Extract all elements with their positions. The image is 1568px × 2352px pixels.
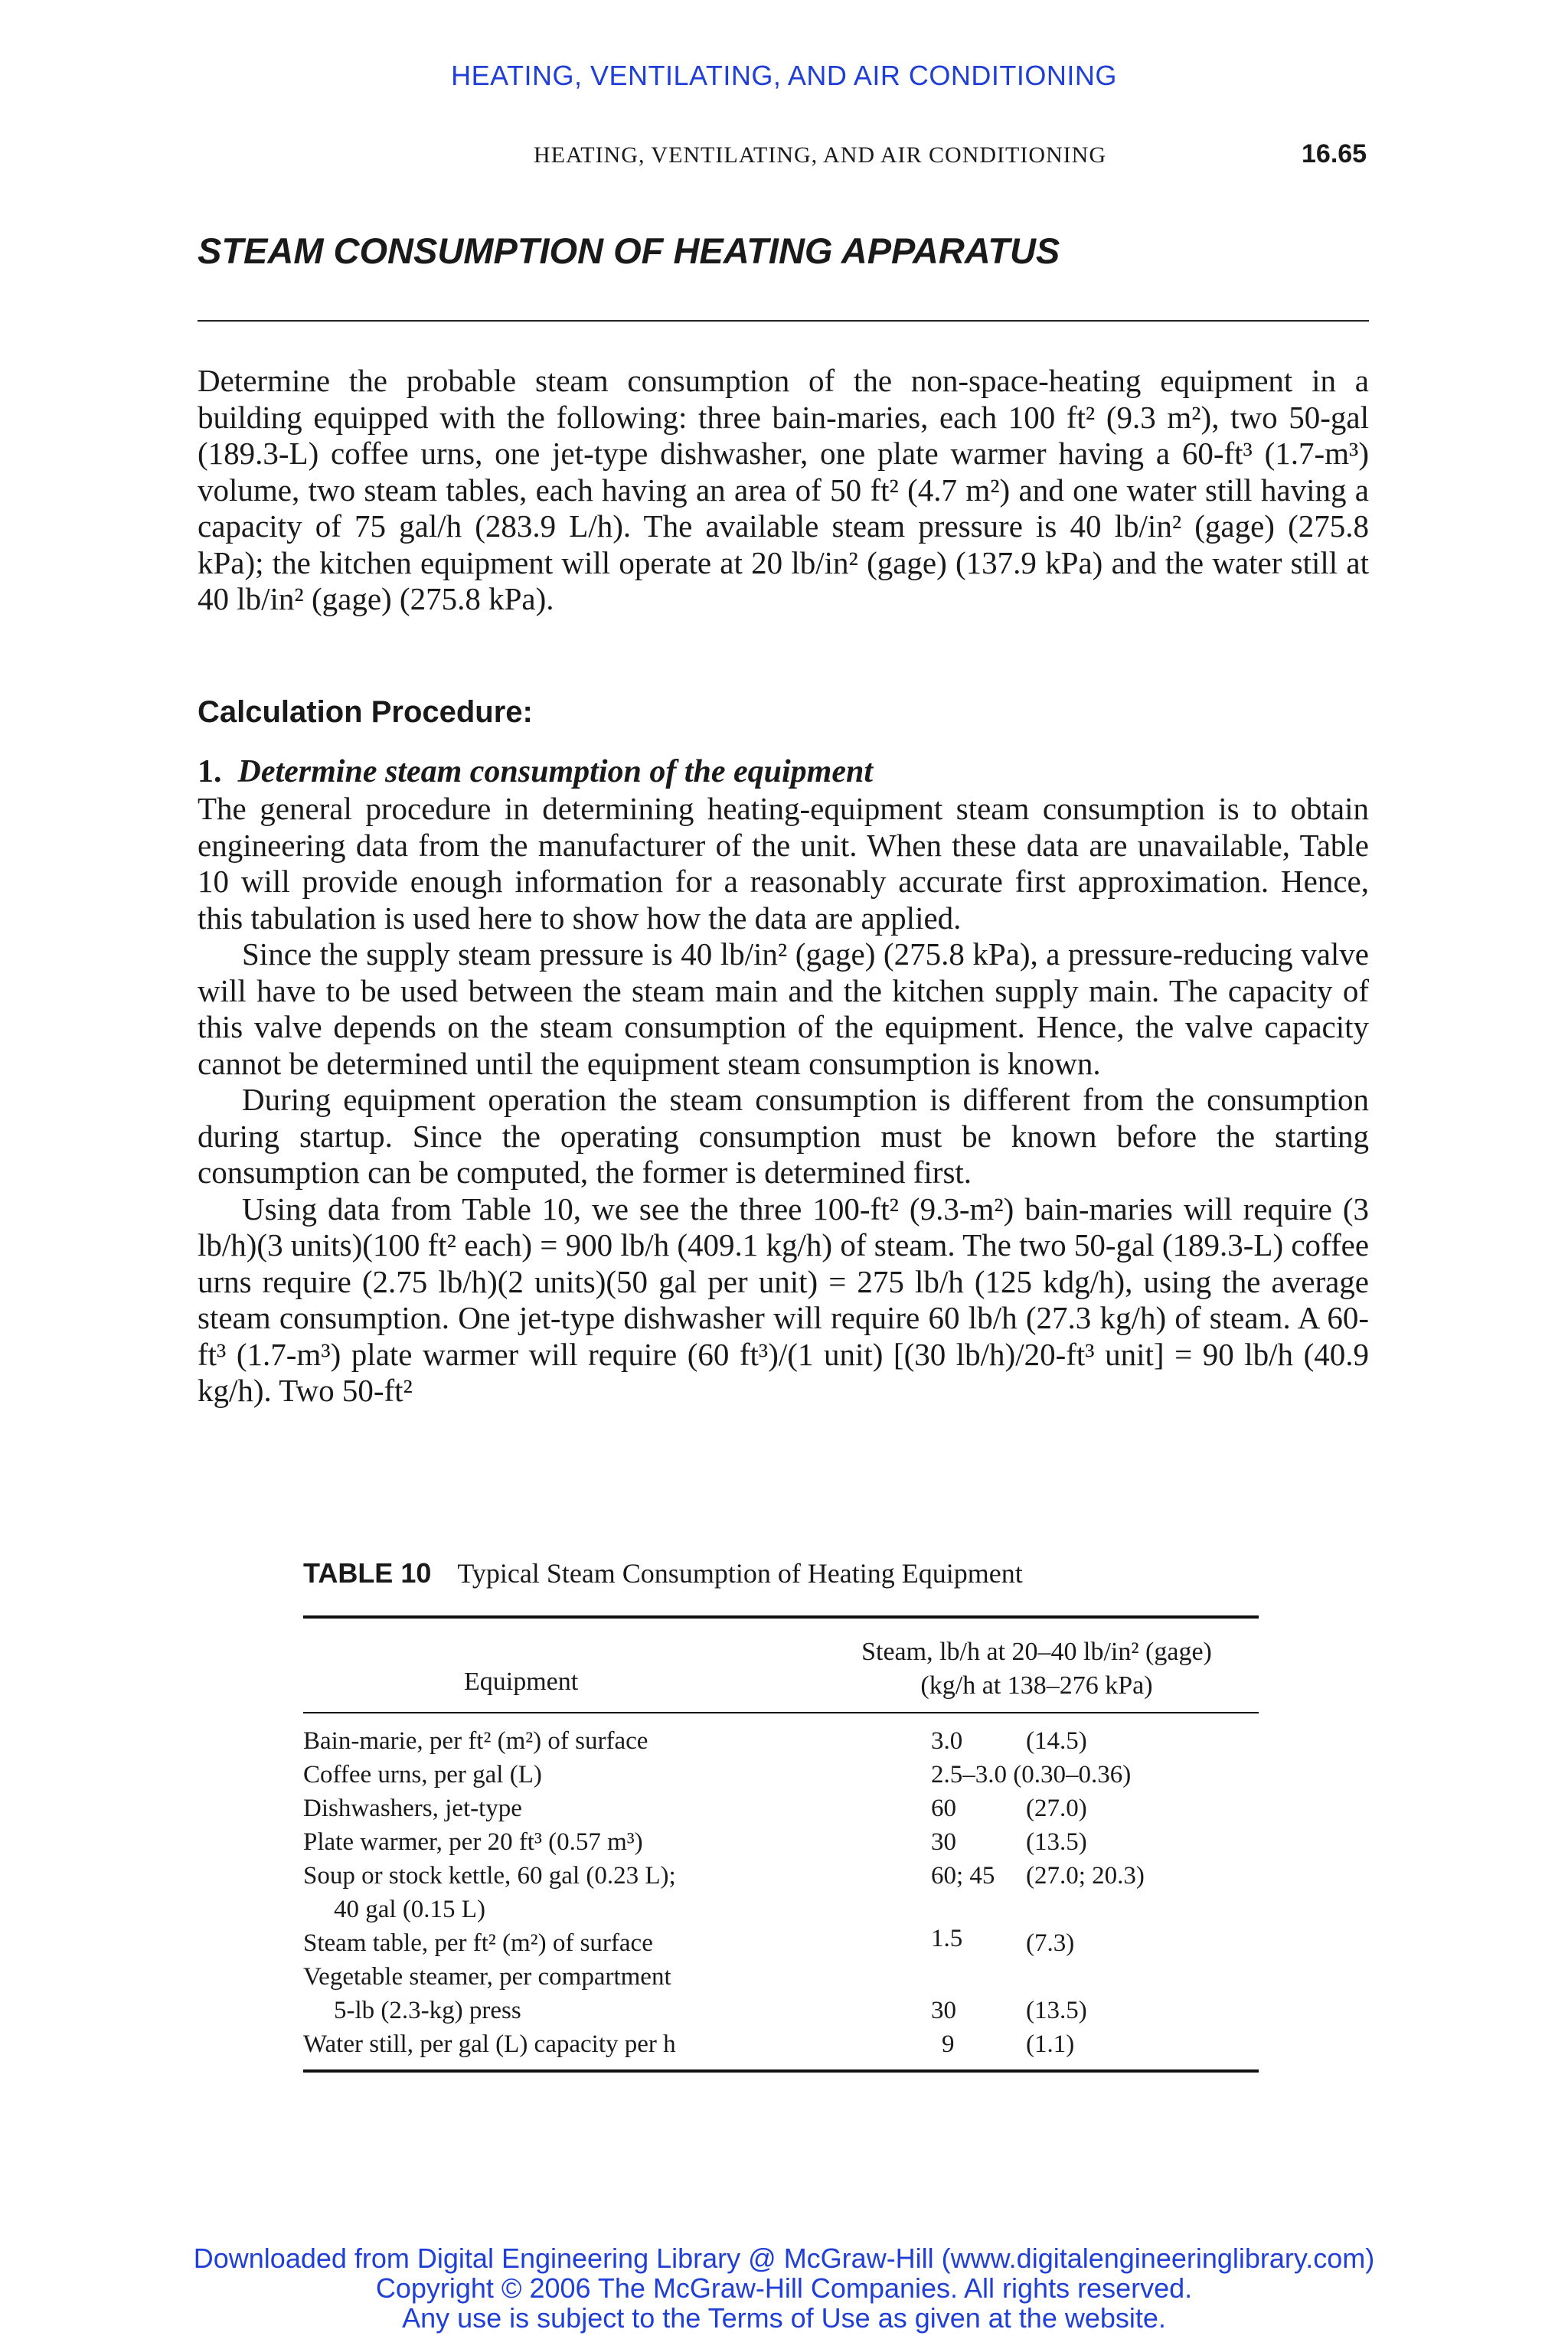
body-paragraph: Since the supply steam pressure is 40 lb/in² (gage) (275.8 kPa), a pressure-reducing valve will have to be used between the steam main and the kitchen supply main. The capacity of this valve depends on the steam consumption of the equipment. Hence, the valve capacity cannot be determined until the equipment steam consumption is known. <box>198 936 1369 1081</box>
table-cell-kg: (13.5) <box>1026 1828 1087 1856</box>
chapter-banner-link[interactable]: HEATING, VENTILATING, AND AIR CONDITIONING <box>451 60 1117 91</box>
table-header-equipment: Equipment <box>464 1668 579 1696</box>
table-cell-kg: (27.0) <box>1026 1795 1087 1822</box>
table-cell-lb: 9 <box>942 2030 955 2058</box>
footer-terms-link[interactable]: Any use is subject to the Terms of Use as given at the website. <box>402 2302 1166 2334</box>
table-cell-kg: (13.5) <box>1026 1997 1087 2024</box>
table-cell-equipment: Water still, per gal (L) capacity per h <box>303 2030 676 2058</box>
table-cell-lb: 1.5 <box>931 1925 963 1952</box>
table-title: Typical Steam Consumption of Heating Equipment <box>457 1558 1023 1589</box>
table-header-steam-line2: (kg/h at 138–276 kPa) <box>920 1671 1153 1700</box>
table-cell-lb: 30 <box>931 1828 956 1856</box>
table-cell-equipment: Bain-marie, per ft² (m²) of surface <box>303 1727 648 1755</box>
step-heading <box>198 753 873 790</box>
table-caption <box>303 1557 1023 1589</box>
table-cell-equipment: Plate warmer, per 20 ft³ (0.57 m³) <box>303 1828 643 1856</box>
step-number: 1. <box>198 754 222 789</box>
table-cell-kg: (7.3) <box>1026 1929 1075 1957</box>
footer-download-link[interactable]: Downloaded from Digital Engineering Library @ McGraw-Hill (www.digitalengineeringlibrary.com) <box>193 2243 1375 2274</box>
table-cell-equipment: Coffee urns, per gal (L) <box>303 1761 542 1788</box>
table-cell-kg: (14.5) <box>1026 1727 1087 1755</box>
table-cell-equipment: Dishwashers, jet-type <box>303 1795 522 1822</box>
table-header-rule <box>303 1712 1259 1713</box>
table-cell-equipment: Vegetable steamer, per compartment <box>303 1963 671 1991</box>
table-header-steam-line1: Steam, lb/h at 20–40 lb/in² (gage) <box>861 1638 1212 1666</box>
body-paragraph: The general procedure in determining heating-equipment steam consumption is to obtain engineering data from the manufacturer of the unit. When these data are unavailable, Table 10 will provide enough information for a reasonably accurate first approximation. Hence, this tabulation is used here to show how the data are applied. <box>198 791 1369 936</box>
table-cell-lb: 3.0 <box>931 1727 963 1755</box>
step-body <box>198 791 1369 1410</box>
table-cell-kg: (1.1) <box>1026 2030 1075 2058</box>
body-paragraph: Using data from Table 10, we see the three 100-ft² (9.3-m²) bain-maries will require (3 lb/h)(3 units)(100 ft² each) = 900 lb/h (409.1 kg/h) of steam. The two 50-gal (189.3-L) coffee urns require (2.75 lb/h)(2 units)(50 gal per unit) = 275 lb/h (125 kdg/h), using the average steam consumption. One jet-type dishwasher will require 60 lb/h (27.3 kg/h) of steam. A 60-ft³ (1.7-m³) plate warmer will require (60 ft³)/(1 unit) [(30 lb/h)/20-ft³ unit] = 90 lb/h (40.9 kg/h). Two 50-ft² <box>198 1191 1370 1408</box>
footer-copyright[interactable]: Copyright © 2006 The McGraw-Hill Companies. All rights reserved. <box>375 2272 1193 2304</box>
body-paragraph: During equipment operation the steam consumption is different from the consumption during startup. Since the operating consumption must be known before the starting consumption can be computed, the former is determined first. <box>198 1082 1369 1190</box>
table-cell-lb: 60; 45 <box>931 1862 995 1890</box>
calculation-procedure-heading: Calculation Procedure: <box>198 695 533 729</box>
table-cell-equipment-cont: 5-lb (2.3-kg) press <box>334 1997 521 2024</box>
table-header-steam <box>815 1635 1259 1703</box>
table-cell-lb: 30 <box>931 1997 956 2024</box>
table-cell-kg: (27.0; 20.3) <box>1026 1862 1145 1890</box>
running-head: HEATING, VENTILATING, AND AIR CONDITIONING <box>533 142 1106 168</box>
table-cell-equipment-cont: 40 gal (0.15 L) <box>334 1896 485 1923</box>
section-title: STEAM CONSUMPTION OF HEATING APPARATUS <box>198 230 1060 271</box>
table-cell-range: 2.5–3.0 (0.30–0.36) <box>931 1761 1132 1788</box>
table-top-rule <box>303 1615 1259 1619</box>
problem-statement: Determine the probable steam consumption of the non-space-heating equipment in a building equipped with the following: three bain-maries, each 100 ft² (9.3 m²), two 50-gal (189.3-L) coffee urns, one jet-type dishwasher, one plate warmer having a 60-ft³ (1.7-m³) volume, two steam tables, each having an area of 50 ft² (4.7 m²) and one water still having a capacity of 75 gal/h (283.9 L/h). The available steam pressure is 40 lb/in² (gage) (275.8 kPa); the kitchen equipment will operate at 20 lb/in² (gage) (137.9 kPa) and the water still at 40 lb/in² (gage) (275.8 kPa). <box>198 363 1369 616</box>
table-cell-equipment: Soup or stock kettle, 60 gal (0.23 L); <box>303 1862 676 1890</box>
table-cell-lb: 60 <box>931 1795 956 1822</box>
step-title: Determine steam consumption of the equipment <box>237 754 874 789</box>
table-label: TABLE 10 <box>303 1557 432 1589</box>
title-divider <box>198 320 1369 322</box>
table-cell-equipment: Steam table, per ft² (m²) of surface <box>303 1929 653 1957</box>
page-number: 16.65 <box>1302 139 1367 168</box>
table-bottom-rule <box>303 2069 1259 2073</box>
